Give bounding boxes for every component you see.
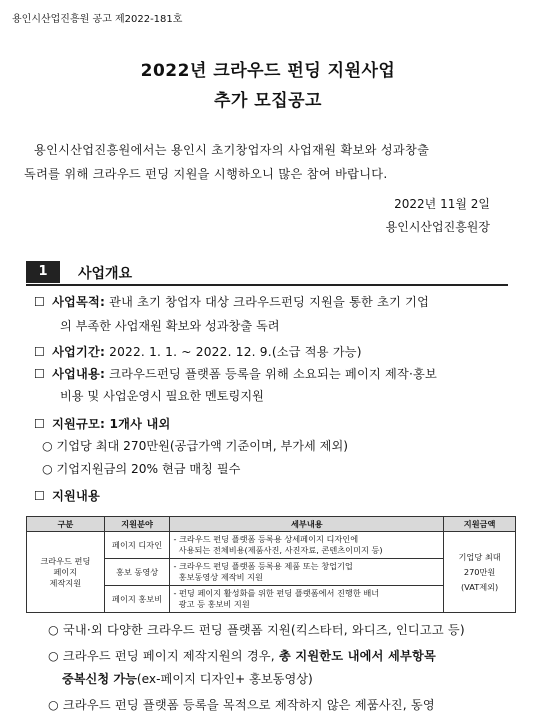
content-item — [34, 362, 514, 386]
table-header: 세부내용 — [170, 517, 444, 532]
bullet-duplicate-bold: 총 지원한도 내에서 세부항목 — [278, 649, 436, 663]
scale-sub1: ○ 기업당 최대 270만원(공급가액 기준이며, 부가세 제외) — [42, 439, 348, 453]
bullet-duplicate-pre: ○ 크라우드 펀딩 페이지 제작지원의 경우, — [48, 649, 279, 663]
intro-line1: 용인시산업진흥원에서는 용인시 초기창업자의 사업재원 확보와 성과창출 — [34, 143, 430, 157]
checkbox-icon: ☐ — [34, 367, 46, 381]
content-label: 사업내용: — [52, 367, 106, 381]
scale-item — [34, 412, 514, 436]
field-cell: 페이지 디자인 — [104, 532, 170, 559]
detail-cell: - 크라우드 펀딩 플랫폼 등록용 상세페이지 디자인에 사용되는 전체비용(제품사진, 사진자료, 콘텐츠이미지 등) — [170, 532, 444, 559]
table-header: 지원금액 — [444, 517, 516, 532]
period-item — [34, 340, 514, 364]
purpose-continued: 의 부족한 사업재원 확보와 성과창출 독려 — [60, 319, 280, 333]
scale-sub2: ○ 기업지원금의 20% 현금 매칭 필수 — [42, 462, 241, 476]
checkbox-icon: ☐ — [34, 295, 46, 309]
category-cell: 크라우드 펀딩 페이지 제작지원 — [27, 532, 105, 613]
content-continued: 비용 및 사업운영시 필요한 멘토링지원 — [60, 389, 264, 403]
bullet-duplicate — [48, 643, 508, 669]
table-row — [27, 532, 516, 559]
period-text: 2022. 1. 1. ~ 2022. 12. 9.(소급 적용 가능) — [105, 345, 362, 359]
section-title: 사업개요 — [78, 266, 133, 282]
section-divider — [26, 284, 508, 286]
notice-date: 2022년 11월 2일 — [394, 197, 490, 211]
scale-label: 지원규모: 1개사 내외 — [52, 417, 171, 431]
amount-cell: 기업당 최대 270만원 (VAT제외) — [444, 532, 516, 613]
checkbox-icon: ☐ — [34, 489, 46, 503]
detail-cell: - 크라우드 펀딩 플랫폼 등록용 제품 또는 창업기업 홍보동영상 제작비 지원 — [170, 559, 444, 586]
bullet-duplicate-continued — [62, 667, 313, 691]
period-label: 사업기간: — [52, 345, 106, 359]
detail-item — [34, 484, 514, 508]
purpose-text: 관내 초기 창업자 대상 크라우드펀딩 지원을 통한 초기 기업 — [105, 295, 430, 309]
bullet-duplicate-cont-bold: 중복신청 가능 — [62, 672, 137, 686]
detail-label: 지원내용 — [52, 489, 100, 503]
bullet-exclusion: ○ 크라우드 펀딩 플랫폼 등록을 목적으로 제작하지 않은 제품사진, 동영 — [48, 698, 435, 712]
issuer: 용인시산업진흥원장 — [385, 220, 490, 234]
section-number: 1 — [26, 261, 60, 283]
title-line2: 추가 모집공고 — [214, 91, 322, 111]
table-header-row — [27, 517, 516, 532]
intro-line2: 독려를 위해 크라우드 펀딩 지원을 시행하오니 많은 참여 바랍니다. — [24, 167, 388, 181]
title-line1: 2022년 크라우드 펀딩 지원사업 — [140, 61, 396, 81]
checkbox-icon: ☐ — [34, 345, 46, 359]
table-header: 구분 — [27, 517, 105, 532]
field-cell: 홍보 동영상 — [104, 559, 170, 586]
content-text: 크라우드펀딩 플랫폼 등록을 위해 소요되는 페이지 제작·홍보 — [105, 367, 437, 381]
bullet-duplicate-cont: (ex-페이지 디자인+ 홍보동영상) — [136, 672, 313, 686]
detail-cell: - 펀딩 페이지 활성화를 위한 펀딩 플랫폼에서 진행한 배너 광고 등 홍보비 지원 — [170, 586, 444, 613]
notice-number: 용인시산업진흥원 공고 제2022-181호 — [12, 14, 183, 25]
support-table — [26, 516, 516, 613]
purpose-item — [34, 290, 514, 314]
field-cell: 페이지 홍보비 — [104, 586, 170, 613]
purpose-label: 사업목적: — [52, 295, 106, 309]
checkbox-icon: ☐ — [34, 417, 46, 431]
bullet-platforms: ○ 국내·외 다양한 크라우드 펀딩 플랫폼 지원(킥스타터, 와디즈, 인디고고 등) — [48, 623, 465, 637]
table-header: 지원분야 — [104, 517, 170, 532]
